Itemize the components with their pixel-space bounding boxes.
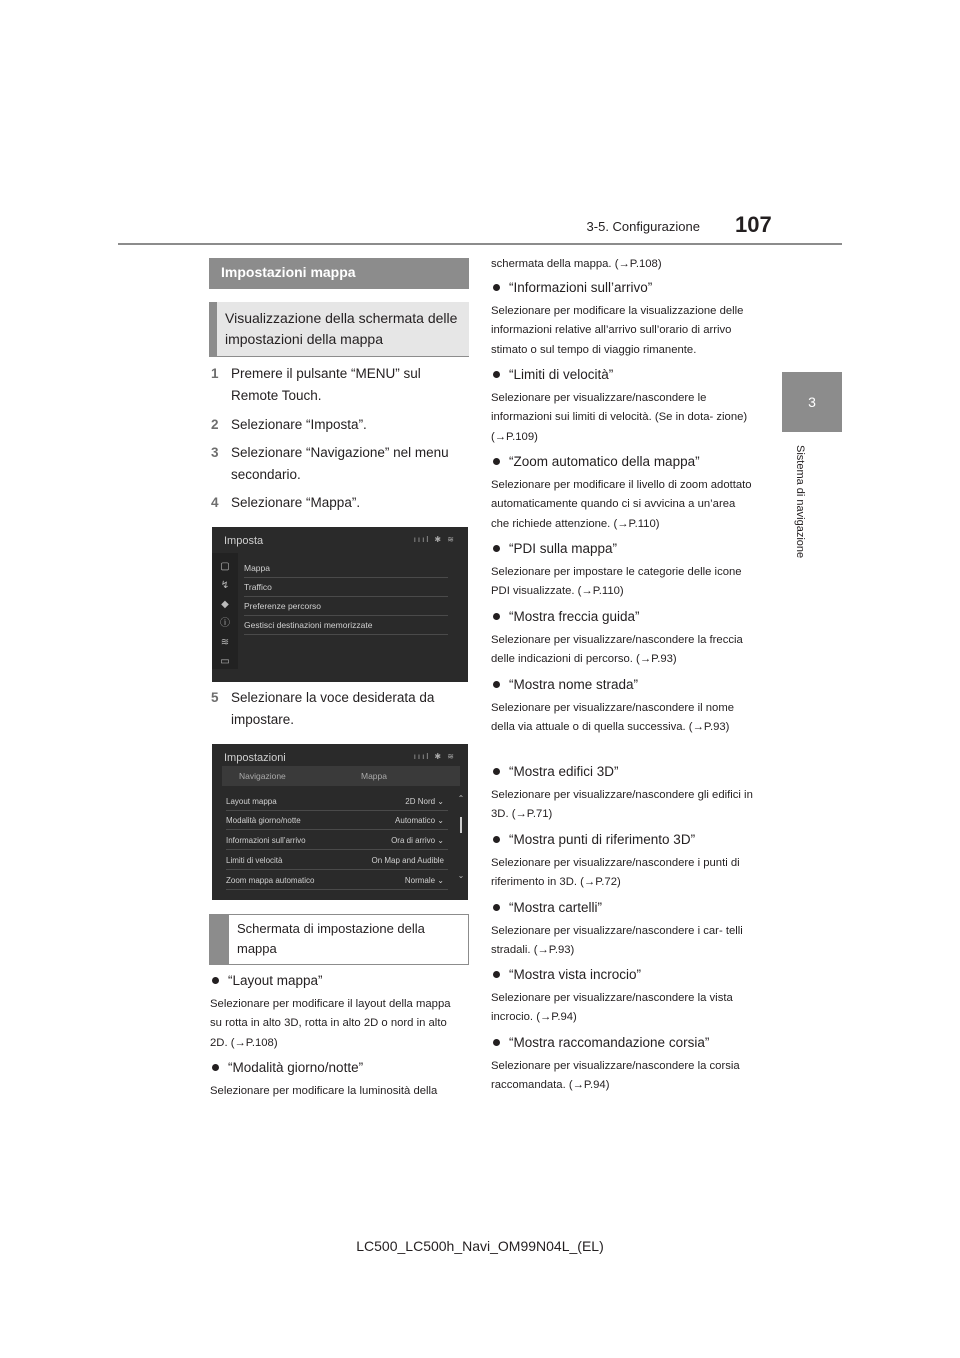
- setting-value: 2D Nord ⌄: [405, 797, 444, 806]
- step-number: 5: [211, 690, 219, 705]
- bullet-icon: [493, 1039, 500, 1046]
- bullet-description: Selezionare per visualizzare/nascondere la corsia raccomandata. (→P.94): [491, 1060, 740, 1092]
- step-text: Selezionare “Mappa”.: [231, 495, 361, 510]
- step-number: 1: [211, 366, 219, 381]
- bullet-icon: [493, 458, 500, 465]
- subsection-heading: Visualizzazione della schermata delle impostazioni della mappa: [209, 302, 469, 357]
- car-icon[interactable]: ▢: [220, 561, 230, 572]
- bullet-heading: “Modalità giorno/notte”: [210, 1058, 363, 1078]
- wifi-icon[interactable]: ≋: [220, 637, 230, 648]
- bullet-description: Selezionare per modificare il livello di zoom adottato automaticamente quando ci si avvicina a un’area che richiede attenzione. (→P.110): [491, 479, 752, 530]
- setup-screen: [212, 527, 468, 682]
- step-2: [211, 414, 461, 436]
- setting-row-arrivo[interactable]: [226, 831, 448, 850]
- setting-row-giorno-notte[interactable]: [226, 811, 448, 830]
- vehicle-icon[interactable]: ▭: [220, 656, 230, 667]
- step-5: [211, 687, 461, 731]
- bullet-description: Selezionare per modificare la luminosità della: [210, 1085, 438, 1097]
- setting-value: Normale ⌄: [404, 876, 444, 885]
- scrollbar[interactable]: [456, 794, 466, 894]
- step-3: [211, 442, 461, 486]
- step-number: 2: [211, 417, 219, 432]
- bullet-heading: “Mostra vista incrocio”: [491, 965, 641, 985]
- chapter-tab: 3: [782, 372, 842, 432]
- bullet-description: Selezionare per modificare il layout della mappa su rotta in alto 3D, rotta in alto 2D o nord in alto 2D. (→P.108): [210, 998, 451, 1049]
- chapter-label: Sistema di navigazione: [794, 445, 806, 559]
- tab-navigazione[interactable]: Navigazione: [239, 771, 286, 781]
- step-text: Selezionare la voce desiderata da impostare.: [231, 690, 435, 727]
- step-4: [211, 492, 461, 514]
- bullet-heading: “Mostra raccomandazione corsia”: [491, 1033, 709, 1053]
- settings-screen: [212, 744, 468, 900]
- bullet-icon: [493, 768, 500, 775]
- section-title: 3-5. Configurazione: [586, 219, 700, 234]
- bullet-heading: “Informazioni sull’arrivo”: [491, 278, 652, 298]
- bullet-heading: “Mostra freccia guida”: [491, 607, 640, 627]
- bullet-description: Selezionare per visualizzare/nascondere la freccia delle indicazioni di percorso. (→P.93): [491, 634, 743, 666]
- scroll-down-icon[interactable]: ⌄: [457, 871, 465, 880]
- bullet-description: Selezionare per visualizzare/nascondere il nome della via attuale o di quella successiva. (→P.93): [491, 702, 735, 734]
- info-icon[interactable]: ⓘ: [220, 618, 230, 629]
- status-icons: ıııl ✱ ≋: [413, 535, 456, 544]
- step-text: Selezionare “Imposta”.: [231, 417, 367, 432]
- bullet-description: Selezionare per modificare la visualizzazione delle informazioni relative all’arrivo sull’orario di arrivo stimato o sul tempo di viaggio rimanente.: [491, 305, 744, 356]
- menu-item-traffico[interactable]: Traffico: [244, 578, 448, 597]
- bullet-icon: [493, 284, 500, 291]
- setting-row-zoom[interactable]: [226, 871, 448, 890]
- bullet-heading: “Limiti di velocità”: [491, 365, 613, 385]
- menu-item-mappa[interactable]: Mappa: [244, 559, 448, 578]
- setting-label: Zoom mappa automatico: [226, 876, 315, 885]
- bullet-heading: “Zoom automatico della mappa”: [491, 452, 700, 472]
- bullet-heading: “Layout mappa”: [210, 971, 323, 991]
- setting-value: Ora di arrivo ⌄: [391, 836, 444, 845]
- section-heading: Impostazioni mappa: [209, 258, 469, 289]
- bullet-icon: [493, 613, 500, 620]
- bullet-heading: “Mostra nome strada”: [491, 675, 638, 695]
- setting-row-layout[interactable]: [226, 792, 448, 811]
- step-text: Premere il pulsante “MENU” sul Remote Touch.: [231, 366, 421, 403]
- bullet-icon: [493, 836, 500, 843]
- page-number: 107: [735, 212, 772, 237]
- settings-tabs: [222, 766, 460, 786]
- setting-label: Limiti di velocità: [226, 856, 283, 865]
- bullet-description: Selezionare per visualizzare/nascondere la vista incrocio. (→P.94): [491, 992, 733, 1024]
- setting-label: Informazioni sull’arrivo: [226, 836, 306, 845]
- bullet-heading: “PDI sulla mappa”: [491, 539, 617, 559]
- scroll-up-icon[interactable]: ⌃: [457, 794, 465, 803]
- screen-icon-bar: [212, 553, 238, 669]
- setting-row-velocita[interactable]: [226, 851, 448, 870]
- setting-value: Automatico ⌄: [395, 816, 444, 825]
- bullet-description: Selezionare per visualizzare/nascondere le informazioni sui limiti di velocità. (Se in dota- zione) (→P.109): [491, 392, 748, 443]
- menu-item-destinazioni[interactable]: Gestisci destinazioni memorizzate: [244, 616, 448, 635]
- step-number: 4: [211, 495, 219, 510]
- step-text: Selezionare “Navigazione” nel menu secondario.: [231, 445, 449, 482]
- tab-mappa[interactable]: Mappa: [361, 771, 387, 781]
- step-1: [211, 363, 461, 407]
- continuation-text: schermata della mappa. (→P.108): [491, 258, 662, 270]
- setting-label: Modalità giorno/notte: [226, 816, 301, 825]
- header-divider: [118, 243, 842, 245]
- bullet-icon: [212, 977, 219, 984]
- setting-value: On Map and Audible: [371, 856, 444, 865]
- bullet-description: Selezionare per visualizzare/nascondere gli edifici in 3D. (→P.71): [491, 789, 753, 821]
- bullet-icon: [493, 681, 500, 688]
- bullet-icon: [493, 371, 500, 378]
- nav-icon[interactable]: ◆: [221, 599, 229, 610]
- status-icons: ıııl ✱ ≋: [413, 752, 456, 761]
- figure-caption: Schermata di impostazione della mappa: [209, 914, 469, 965]
- document-code: LC500_LC500h_Navi_OM99N04L_(EL): [356, 1238, 604, 1254]
- step-number: 3: [211, 445, 219, 460]
- bullet-icon: [493, 971, 500, 978]
- bullet-icon: [493, 545, 500, 552]
- bullet-icon: [212, 1064, 219, 1071]
- screen-title: Imposta: [224, 535, 264, 547]
- bullet-description: Selezionare per visualizzare/nascondere i punti di riferimento in 3D. (→P.72): [491, 857, 740, 889]
- setting-label: Layout mappa: [226, 797, 277, 806]
- bullet-description: Selezionare per visualizzare/nascondere i car- telli stradali. (→P.93): [491, 925, 743, 957]
- scroll-thumb[interactable]: [460, 817, 462, 833]
- screen-title: Impostazioni: [224, 752, 286, 764]
- menu-item-preferenze[interactable]: Preferenze percorso: [244, 597, 448, 616]
- route-icon[interactable]: ↯: [220, 580, 230, 591]
- bullet-description: Selezionare per impostare le categorie delle icone PDI visualizzate. (→P.110): [491, 566, 742, 598]
- bullet-heading: “Mostra edifici 3D”: [491, 762, 619, 782]
- bullet-heading: “Mostra punti di riferimento 3D”: [491, 830, 695, 850]
- bullet-icon: [493, 904, 500, 911]
- bullet-heading: “Mostra cartelli”: [491, 898, 602, 918]
